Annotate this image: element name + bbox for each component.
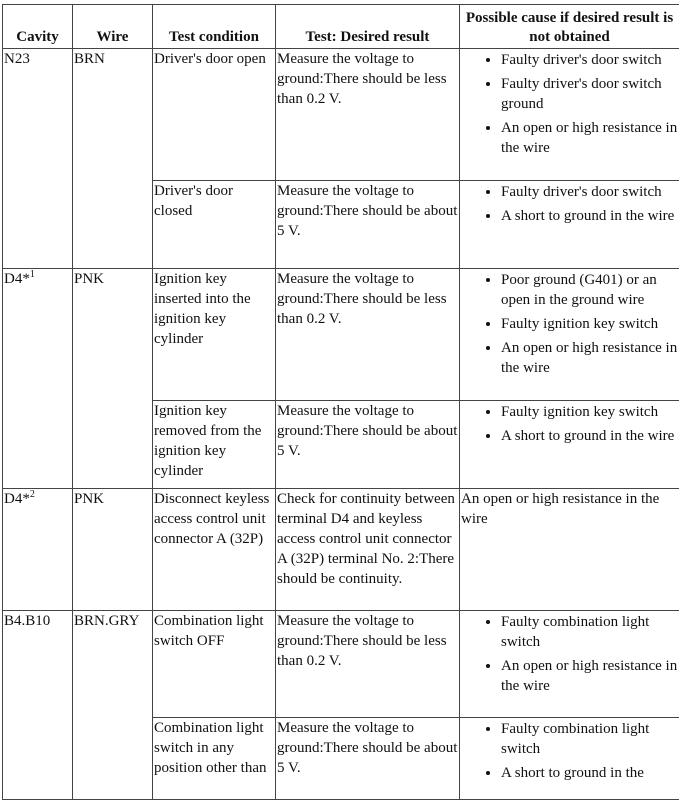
list-item: • Faulty combination light switch [501, 612, 678, 652]
list-item: • Faulty driver's door switch [501, 50, 678, 70]
cavity-footnote: 2 [30, 489, 35, 500]
cause-cell [460, 181, 679, 269]
cause-list [461, 402, 678, 446]
cavity-label: N23 [4, 51, 30, 67]
cause-cell: An open or high resistance in the wire [460, 489, 679, 611]
table-row [3, 49, 679, 181]
cause-list [461, 270, 678, 378]
cause-cell [460, 718, 679, 800]
test-table [2, 4, 679, 800]
condition-cell: Ignition key removed from the ignition key cylinder [153, 401, 276, 489]
list-item: • An open or high resistance in the wire [501, 338, 678, 378]
cause-list [461, 612, 678, 696]
cavity-label: D4* [4, 491, 30, 507]
cavity-cell [3, 49, 73, 269]
header-row [3, 5, 679, 49]
table-row [3, 269, 679, 401]
result-cell: Measure the voltage to ground:There should be less than 0.2 V. [276, 611, 460, 718]
cavity-cell [3, 269, 73, 489]
result-cell: Measure the voltage to ground:There should be less than 0.2 V. [276, 269, 460, 401]
list-item: • Poor ground (G401) or an open in the ground wire [501, 270, 678, 310]
cavity-label: D4* [4, 271, 30, 287]
list-item: • Faulty ignition key switch [501, 402, 678, 422]
list-item: • An open or high resistance in the wire [501, 656, 678, 696]
header-test-condition: Test condition [153, 5, 276, 49]
cavity-footnote: 1 [30, 269, 35, 280]
header-cavity: Cavity [3, 5, 73, 49]
cause-list [461, 719, 678, 783]
header-possible-cause: Possible cause if desired result is not obtained [460, 5, 679, 49]
condition-cell: Combination light switch OFF [153, 611, 276, 718]
cause-cell [460, 49, 679, 181]
cavity-cell [3, 489, 73, 611]
result-cell: Measure the voltage to ground:There should be about 5 V. [276, 181, 460, 269]
condition-cell: Driver's door closed [153, 181, 276, 269]
cause-cell [460, 611, 679, 718]
cavity-cell [3, 611, 73, 800]
cause-cell [460, 269, 679, 401]
wire-cell: BRN [73, 49, 153, 269]
list-item: • Faulty driver's door switch [501, 182, 678, 202]
table-row [3, 489, 679, 611]
list-item: • Faulty ignition key switch [501, 314, 678, 334]
wire-cell: PNK [73, 489, 153, 611]
header-desired-result: Test: Desired result [276, 5, 460, 49]
cavity-label: B4.B10 [4, 613, 50, 629]
list-item: • Faulty combination light switch [501, 719, 678, 759]
result-cell: Measure the voltage to ground:There should be about 5 V. [276, 718, 460, 800]
list-item: • A short to ground in the wire [501, 426, 678, 446]
list-item: • An open or high resistance in the wire [501, 118, 678, 158]
result-cell: Measure the voltage to ground:There should be about 5 V. [276, 401, 460, 489]
cause-list [461, 182, 678, 226]
cause-cell [460, 401, 679, 489]
wire-cell: PNK [73, 269, 153, 489]
list-item: • A short to ground in the wire [501, 206, 678, 226]
result-cell: Check for continuity between terminal D4 and keyless access control unit connector A (32P) terminal No. 2:There should be continuity. [276, 489, 460, 611]
wire-cell: BRN.GRY [73, 611, 153, 800]
list-item: • A short to ground in the [501, 763, 678, 783]
condition-cell: Driver's door open [153, 49, 276, 181]
result-cell: Measure the voltage to ground:There should be less than 0.2 V. [276, 49, 460, 181]
header-wire: Wire [73, 5, 153, 49]
condition-cell: Disconnect keyless access control unit connector A (32P) [153, 489, 276, 611]
condition-cell: Ignition key inserted into the ignition key cylinder [153, 269, 276, 401]
list-item: • Faulty driver's door switch ground [501, 74, 678, 114]
condition-cell: Combination light switch in any position other than [153, 718, 276, 800]
cause-list [461, 50, 678, 158]
table-row [3, 611, 679, 718]
